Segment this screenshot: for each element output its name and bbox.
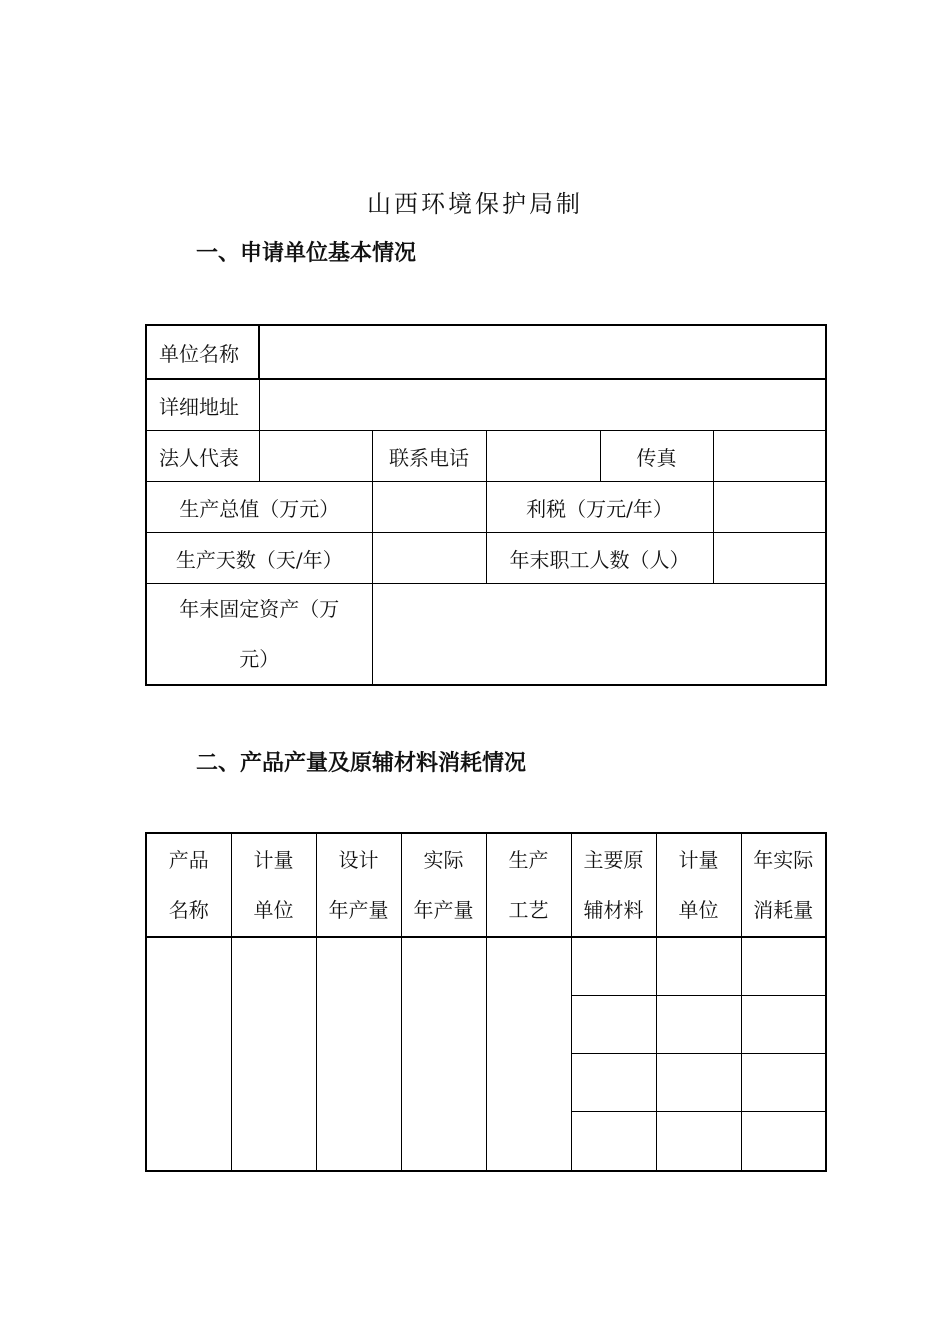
col-header-material-unit [656,833,741,937]
fax-field[interactable] [713,431,826,482]
col-header-line: 工艺 [508,898,549,922]
legal-rep-field[interactable] [259,431,372,482]
material-unit-cell[interactable] [656,1112,741,1172]
design-output-cell[interactable] [316,937,401,1171]
address-field[interactable] [259,379,826,431]
col-header-line: 产品 [168,848,209,872]
fixed-assets-label-line1: 年末固定资产（万 [179,597,340,621]
col-header-line: 年产量 [413,898,474,922]
contact-phone-label: 联系电话 [372,431,486,482]
material-unit-cell[interactable] [656,937,741,996]
output-value-field[interactable] [372,482,486,533]
section-heading-products: 二、产品产量及原辅材料消耗情况 [196,751,527,776]
material-cell[interactable] [571,1054,656,1112]
col-header-line: 辅材料 [583,898,644,922]
process-cell[interactable] [486,937,571,1171]
col-header-line: 设计 [338,848,379,872]
profit-tax-field[interactable] [713,482,826,533]
fixed-assets-label [146,584,372,686]
col-header-product-name [146,833,231,937]
material-cell[interactable] [571,1112,656,1172]
output-value-label: 生产总值（万元） [146,482,372,533]
production-days-label: 生产天数（天/年） [146,533,372,584]
col-header-line: 计量 [253,848,294,872]
issuing-authority-title: 山西环境保护局制 [367,190,583,218]
material-cell[interactable] [571,937,656,996]
material-unit-cell[interactable] [656,996,741,1054]
col-header-process [486,833,571,937]
col-header-unit [231,833,316,937]
contact-phone-field[interactable] [486,431,600,482]
unit-name-field[interactable] [259,325,826,379]
consumption-cell[interactable] [741,996,826,1054]
col-header-line: 生产 [508,848,549,872]
col-header-line: 年实际 [753,848,814,872]
col-header-line: 名称 [168,898,209,922]
col-header-actual-output [401,833,486,937]
fax-label: 传真 [600,431,713,482]
actual-output-cell[interactable] [401,937,486,1171]
col-header-line: 年产量 [328,898,389,922]
material-cell[interactable] [571,996,656,1054]
address-label: 详细地址 [146,379,259,431]
consumption-cell[interactable] [741,1054,826,1112]
unit-name-label: 单位名称 [146,325,259,379]
material-unit-cell[interactable] [656,1054,741,1112]
fixed-assets-field[interactable] [372,584,826,686]
col-header-line: 实际 [423,848,464,872]
fixed-assets-label-line2: 元） [239,647,280,671]
col-header-line: 单位 [678,898,719,922]
basic-info-table [145,324,827,686]
product-materials-table [145,832,827,1172]
col-header-line: 单位 [253,898,294,922]
col-header-line: 消耗量 [753,898,814,922]
production-days-field[interactable] [372,533,486,584]
col-header-line: 计量 [678,848,719,872]
profit-tax-label: 利税（万元/年） [486,482,713,533]
staff-count-field[interactable] [713,533,826,584]
col-header-line: 主要原 [583,848,644,872]
col-header-consumption [741,833,826,937]
product-name-cell[interactable] [146,937,231,1171]
consumption-cell[interactable] [741,1112,826,1172]
col-header-design-output [316,833,401,937]
consumption-cell[interactable] [741,937,826,996]
col-header-materials [571,833,656,937]
section-heading-basic-info: 一、申请单位基本情况 [196,241,417,266]
staff-count-label: 年末职工人数（人） [486,533,713,584]
legal-rep-label: 法人代表 [146,431,259,482]
product-unit-cell[interactable] [231,937,316,1171]
